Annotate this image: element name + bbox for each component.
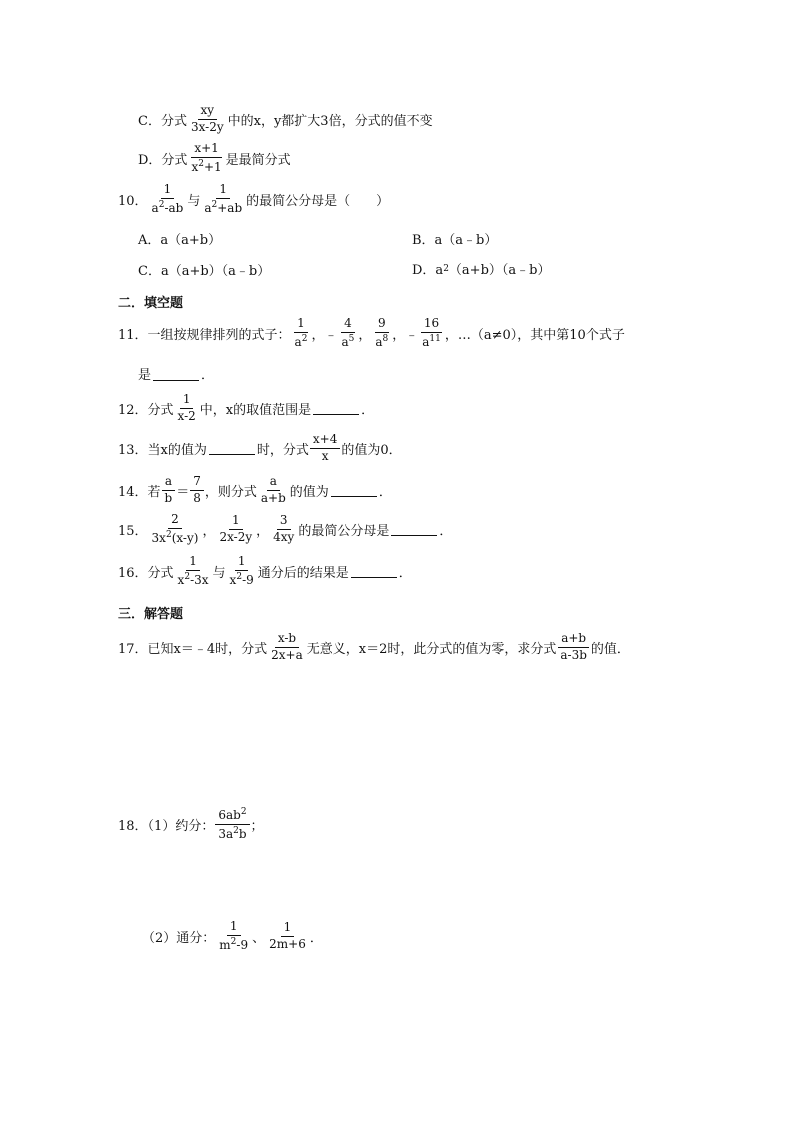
section-heading-fill-in: 二．填空题 [118,296,184,311]
fraction: $\frac{16}{a^{11}}$ [422,316,441,349]
fraction: $\frac{1}{x^2-9}$ [229,554,254,587]
option-b: B．a（a﹣b） [412,233,498,248]
fraction: $\frac{6ab^2}{3a^2b}$ [215,807,249,842]
option-c: C．a（a+b）（a﹣b） [138,264,271,279]
answer-blank [209,441,255,455]
question-15: 15． $\frac{2}{3x^2(x-y)}$ ， $\frac{1}{2x-2y}$ ， $\frac{3}{4xy}$ 的最简公分母是 ． [118,512,453,545]
answer-blank [313,401,359,415]
fraction: $\frac{7}{8}$ [190,475,204,506]
fraction: $\frac{1}{2m+6}$ [269,920,306,951]
fraction: $\frac{1}{a^2-ab}$ [151,182,184,215]
section-heading-solve: 三．解答题 [118,607,184,622]
option-d: D．a 2 （a+b）（a﹣b） [412,263,551,278]
fraction: $\frac{1}{x-2}$ [177,392,196,423]
question-13: 13．当x的值为 时，分式 $\frac{x+4}{x}$ 的值为0． [118,432,402,463]
fraction: $\frac{x+1}{x^2+1}$ [191,141,222,174]
fraction: $\frac{a+b}{a-3b}$ [557,632,590,663]
question-11-line-2: 是 ． [138,368,215,383]
fraction: $\frac{a}{b}$ [162,475,176,506]
fraction: $\frac{9}{a^8}$ [375,316,389,349]
fraction: $\frac{2}{3x^2(x-y)}$ [151,512,199,545]
question-18-part-1: 18．（1）约分： $\frac{6ab^2}{3a^2b}$ ； [118,807,264,841]
fraction: $\frac{1}{a^2+ab}$ [204,182,243,215]
question-10: 10． $\frac{1}{a^2-ab}$ 与 $\frac{1}{a^2+ab}$ 的最简公分母是（ ） [118,182,390,215]
question-9-option-d: D．分式 $\frac{x+1}{x^2+1}$ 是最简分式 [138,141,291,174]
fraction: $\frac{1}{x^2-3x}$ [177,554,209,587]
fraction: $\frac{1}{2x-2y}$ [219,513,253,544]
answer-blank [391,522,437,536]
fraction: $\frac{4}{a^5}$ [341,316,355,349]
question-14: 14．若 $\frac{a}{b}$ ＝ $\frac{7}{8}$ ，则分式 $\frac{a}{a+b}$ 的值为 ． [118,474,392,505]
fraction: $\frac{3}{4xy}$ [273,513,295,544]
option-a: A．a（a+b） [138,233,222,248]
fraction: $\frac{x+4}{x}$ [310,433,340,464]
fraction: $\frac{x-b}{2x+a}$ [271,631,303,662]
question-16: 16．分式 $\frac{1}{x^2-3x}$ 与 $\frac{1}{x^2-9}$ 通分后的结果是 ． [118,554,412,587]
answer-blank [153,367,199,381]
question-12: 12．分式 $\frac{1}{x-2}$ 中，x的取值范围是 ． [118,392,375,423]
question-11: 11．一组按规律排列的式子： $\frac{1}{a^2}$ ，﹣ $\frac{4}{a^5}$ ， $\frac{9}{a^8}$ ，﹣ $\frac{16}{a^{11}}$ ，…（a≠0），其中第10个式子 [118,316,625,349]
answer-blank [351,564,397,578]
question-18-part-2: （2）通分： $\frac{1}{m^2-9}$ 、 $\frac{1}{2m+6}$ ． [142,919,323,952]
fraction: $\frac{xy}{3x-2y}$ [190,103,224,134]
fraction: $\frac{1}{m^2-9}$ [219,919,249,952]
answer-blank [331,483,377,497]
fraction: $\frac{a}{a+b}$ [260,474,286,505]
fraction: $\frac{1}{a^2}$ [294,316,308,349]
question-9-option-c: C．分式 $\frac{xy}{3x-2y}$ 中的x，y都扩大3倍，分式的值不变 [138,103,433,134]
question-17: 17．已知x＝﹣4时，分式 $\frac{x-b}{2x+a}$ 无意义，x＝2时，此分式的值为零，求分式 $\frac{a+b}{a-3b}$ 的值． [118,631,630,662]
